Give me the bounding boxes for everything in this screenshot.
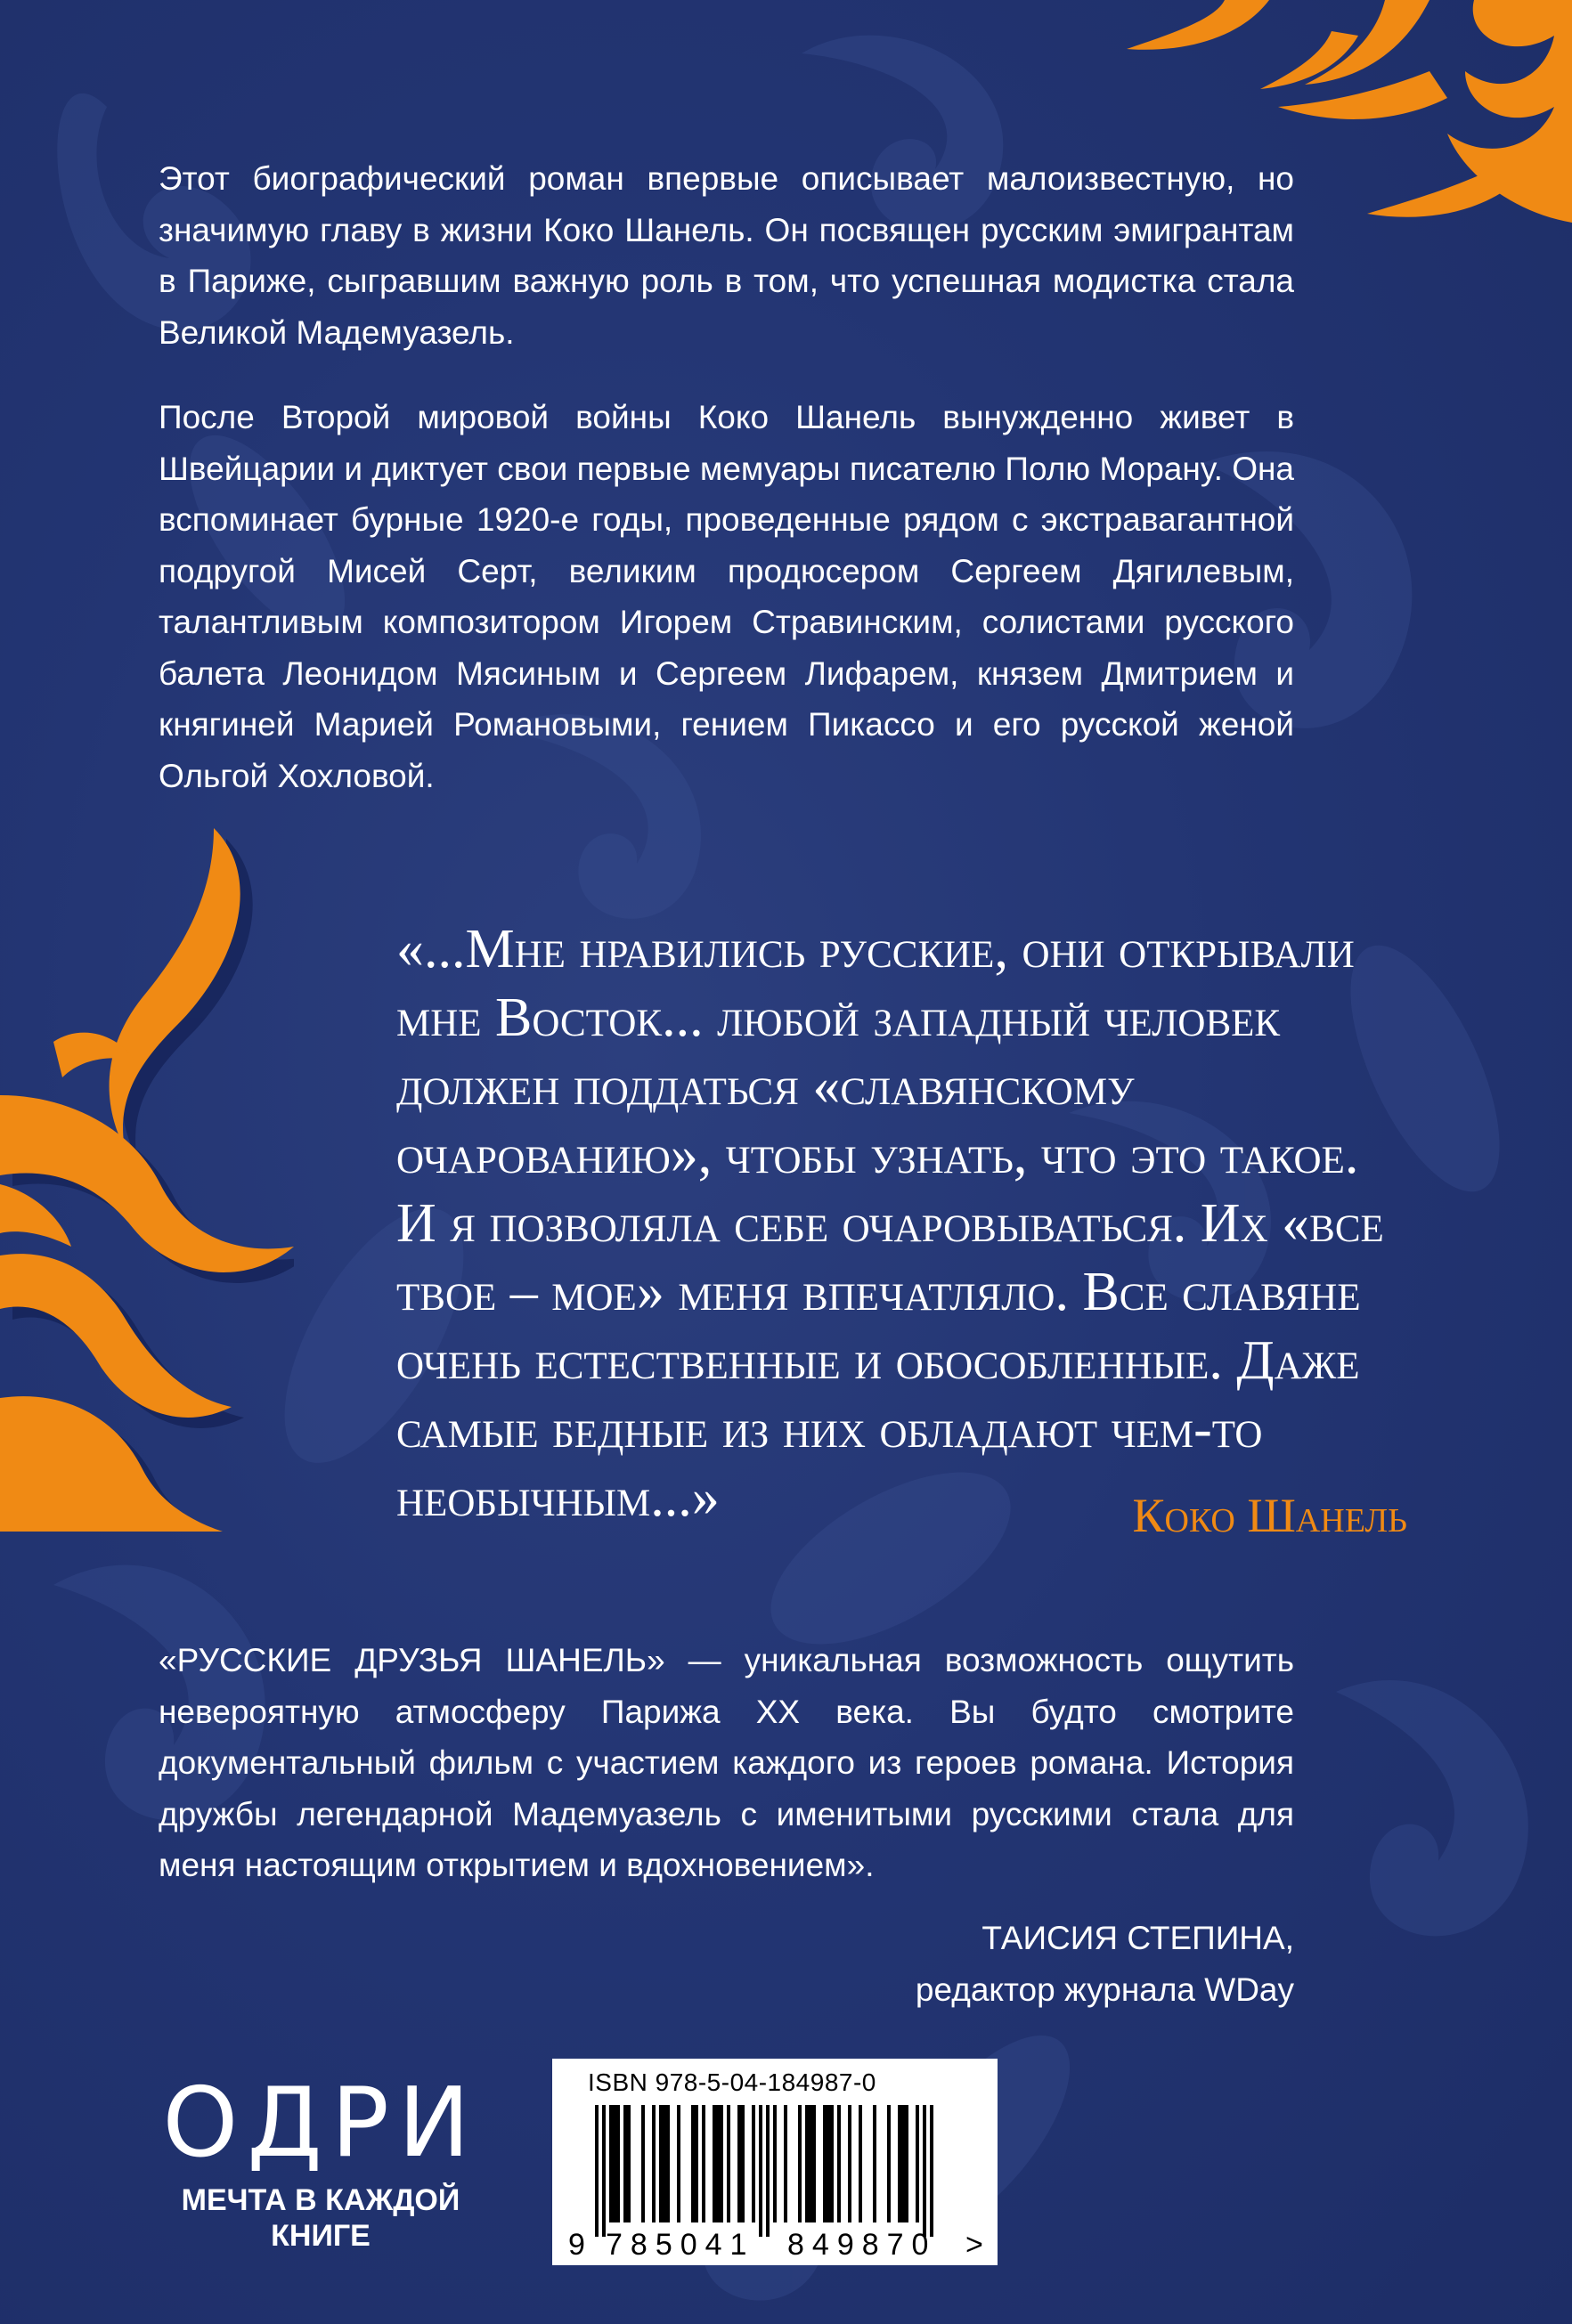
publisher-block bbox=[160, 2070, 481, 2254]
barcode-bar bbox=[930, 2105, 933, 2237]
publisher-slogan bbox=[160, 2182, 481, 2254]
barcode-bar bbox=[616, 2105, 620, 2222]
barcode-bar bbox=[837, 2105, 841, 2222]
reviewer-name: ТАИСИЯ СТЕПИНА, bbox=[981, 1920, 1294, 1956]
barcode-digit-group-1: 785041 bbox=[606, 2228, 755, 2260]
barcode-bar bbox=[898, 2105, 901, 2222]
barcode-bar bbox=[809, 2105, 812, 2222]
barcode-bar bbox=[887, 2105, 891, 2222]
barcode-bar bbox=[905, 2105, 908, 2222]
barcode-bar bbox=[641, 2105, 645, 2222]
barcode-bar bbox=[623, 2105, 627, 2222]
barcode-bar bbox=[713, 2105, 716, 2222]
barcode-bar bbox=[830, 2105, 834, 2222]
barcode-bar bbox=[663, 2105, 666, 2222]
barcode-bar bbox=[784, 2105, 787, 2222]
barcode-bar bbox=[859, 2105, 862, 2222]
barcode-bar bbox=[773, 2105, 777, 2222]
publisher-logo: ОДРИ bbox=[162, 2068, 479, 2179]
barcode-bar bbox=[666, 2105, 670, 2222]
isbn-label: ISBN 978-5-04-184987-0 bbox=[588, 2068, 876, 2096]
barcode-bar bbox=[916, 2105, 919, 2222]
barcode-bar bbox=[720, 2105, 723, 2222]
barcode-bar bbox=[766, 2105, 770, 2237]
barcode-bar bbox=[759, 2105, 762, 2237]
barcode-bar bbox=[609, 2105, 613, 2222]
barcode-graphic bbox=[563, 2103, 989, 2260]
barcode-bar bbox=[602, 2105, 606, 2237]
barcode-digit-group-2: 849870 bbox=[787, 2228, 937, 2260]
barcode-bar bbox=[652, 2105, 656, 2222]
barcode-bar bbox=[695, 2105, 698, 2222]
barcode-bar bbox=[848, 2105, 851, 2222]
barcode-bar bbox=[798, 2105, 802, 2222]
barcode-bar bbox=[752, 2105, 755, 2222]
publisher-slogan-line-1: МЕЧТА В КАЖДОЙ bbox=[181, 2183, 460, 2217]
barcode-bar bbox=[702, 2105, 705, 2222]
isbn-barcode bbox=[552, 2059, 998, 2265]
barcode-bar bbox=[901, 2105, 905, 2222]
barcode-bar bbox=[823, 2105, 827, 2222]
barcode-bar bbox=[827, 2105, 830, 2222]
barcode-end-mark: > bbox=[965, 2228, 983, 2260]
barcode-bar bbox=[613, 2105, 616, 2222]
barcode-bar bbox=[923, 2105, 926, 2237]
left-orange-ornament bbox=[0, 828, 294, 1532]
description-paragraph-2: После Второй мировой войны Коко Шанель вынужденно живет в Швейцарии и диктует свои первые мемуары писателю Полю Морану. Она вспоминает бурные 1920-е годы, проведенные рядом с экстравагантной подругой Мисей Серт, великим продюсером Сергеем Дягилевым, талантливым композитором Игорем Стравинским, солистами русского балета Леонидом Мясиным и Сергеем Лифарем, князем Дмитрием и княгиней Марией Романовыми, гением Пикассо и его русской женой Ольгой Хохловой. bbox=[159, 399, 1294, 794]
barcode-digit-first: 9 bbox=[568, 2228, 585, 2260]
barcode-bar bbox=[741, 2105, 745, 2222]
barcode-bar bbox=[627, 2105, 631, 2222]
reviewer-role: редактор журнала WDay bbox=[915, 1971, 1294, 2008]
editor-review: «РУССКИЕ ДРУЗЬЯ ШАНЕЛЬ» — уникальная возможность ощутить невероятную атмосферу Парижа XX века. Вы будто смотрите документальный фильм с участием каждого из героев романа. История дружбы легендарной Мадемуазель с именитыми русскими стала для меня настоящим открытием и вдохновением». bbox=[159, 1642, 1294, 1883]
publisher-slogan-line-2: КНИГЕ bbox=[271, 2219, 371, 2253]
barcode-bar bbox=[805, 2105, 809, 2222]
barcode-bar bbox=[677, 2105, 680, 2222]
description-paragraph-1: Этот биографический роман впервые описывает малоизвестную, но значимую главу в жизни Коко Шанель. Он посвящен русским эмигрантам в Париже, сыгравшим важную роль в том, что успешная модистка стала Великой Мадемуазель. bbox=[159, 160, 1294, 351]
barcode-bar bbox=[727, 2105, 730, 2222]
barcode-bar bbox=[812, 2105, 816, 2222]
barcode-bar bbox=[659, 2105, 663, 2222]
barcode-bar bbox=[873, 2105, 876, 2222]
quote-author: Коко Шанель bbox=[1132, 1489, 1407, 1542]
barcode-bar bbox=[691, 2105, 695, 2222]
barcode-bar bbox=[595, 2105, 599, 2237]
barcode-bar bbox=[716, 2105, 720, 2222]
chanel-quote: «...Мне нравились русские, они открывали мне Восток... любой западный человек должен поддаться «славянскому очарованию», чтобы узнать, что это такое. И я позволяла себе очаровываться. Их «все твое – мое» меня впечатляло. Все славяне очень естественные и обособленные. Даже самые бедные из них обладают чем-то необычным...» bbox=[396, 919, 1384, 1528]
barcode-bar bbox=[737, 2105, 741, 2222]
